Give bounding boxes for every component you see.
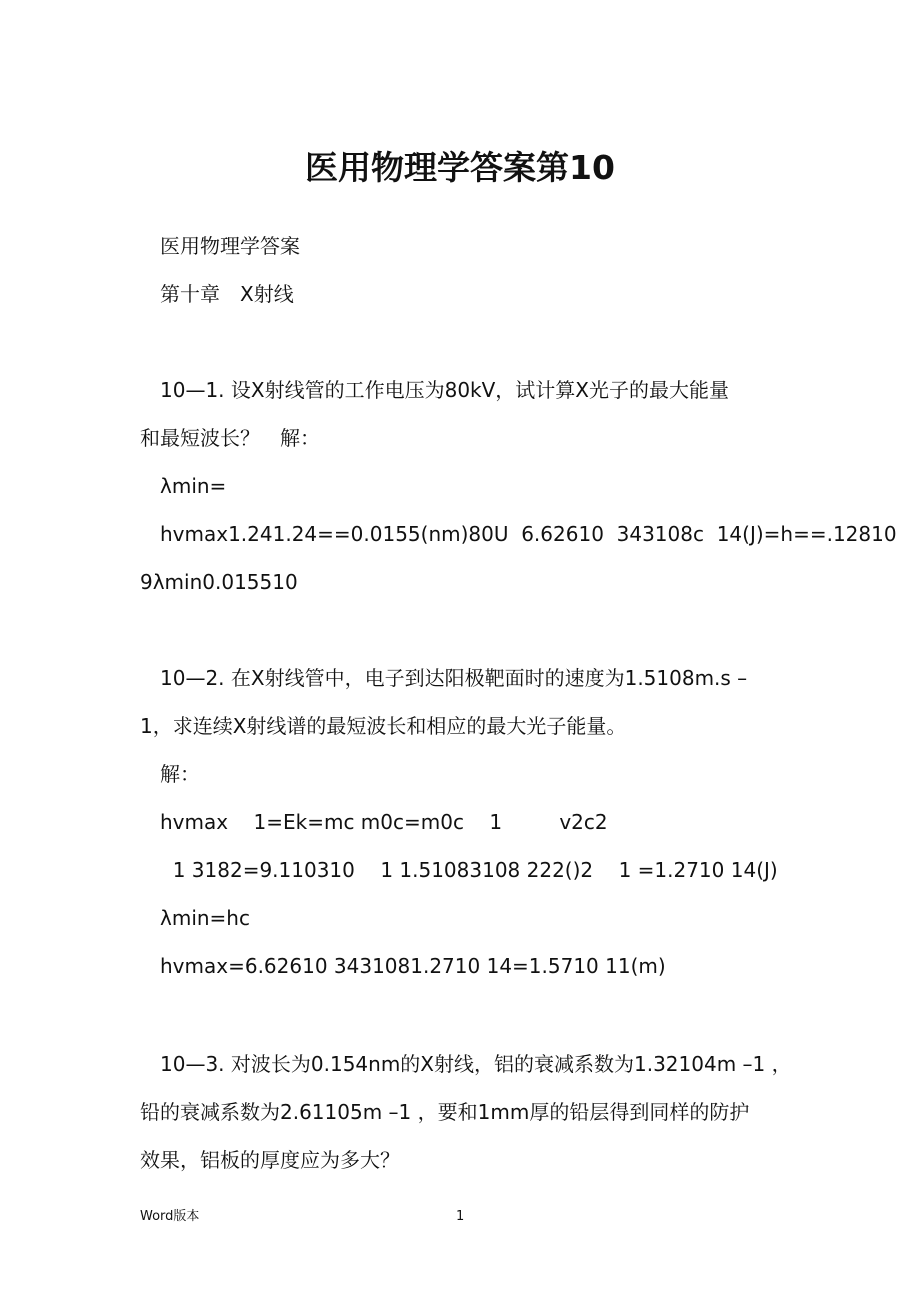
- question-1-text: 10—1. 设X射线管的工作电压为80kV，试计算X光子的最大能量: [160, 378, 730, 402]
- formula-line: 1 3182=9.110310 1 1.51083108 222()2 1 =1.2710 14(J): [160, 858, 778, 882]
- formula-line: hvmax 1=Ek=mc m0c=m0c 1 v2c2: [160, 810, 608, 834]
- solution-label: 解：: [160, 762, 200, 786]
- formula-line: 9λmin0.015510: [140, 570, 298, 594]
- formula-line: λmin=: [160, 474, 227, 498]
- formula-line: hvmax=6.62610 3431081.2710 14=1.5710 11(m): [160, 954, 666, 978]
- page-number: 1: [456, 1209, 465, 1224]
- question-3-text-cont: 效果，铝板的厚度应为多大？: [140, 1148, 400, 1172]
- chapter-heading: 第十章 X射线: [160, 282, 294, 306]
- question-1-text-cont: 和最短波长？ 解：: [140, 426, 320, 450]
- question-2-text-cont: 1，求连续X射线谱的最短波长和相应的最大光子能量。: [140, 714, 627, 738]
- formula-line: λmin=hc: [160, 906, 250, 930]
- question-3-text: 10—3. 对波长为0.154nm的X射线，铝的衰减系数为1.32104m –1 ，: [160, 1052, 792, 1076]
- question-3-text-cont: 铅的衰减系数为2.61105m –1 ，要和1mm厚的铅层得到同样的防护: [140, 1100, 750, 1124]
- question-2-text: 10—2. 在X射线管中，电子到达阳极靶面时的速度为1.5108m.s –: [160, 666, 748, 690]
- document-title: 医用物理学答案第10: [305, 148, 615, 187]
- footer-label: Word版本: [140, 1209, 200, 1224]
- formula-line: hvmax1.241.24==0.0155(nm)80U 6.62610 343108c 14(J)=h==.12810: [160, 522, 897, 546]
- subtitle: 医用物理学答案: [160, 234, 300, 258]
